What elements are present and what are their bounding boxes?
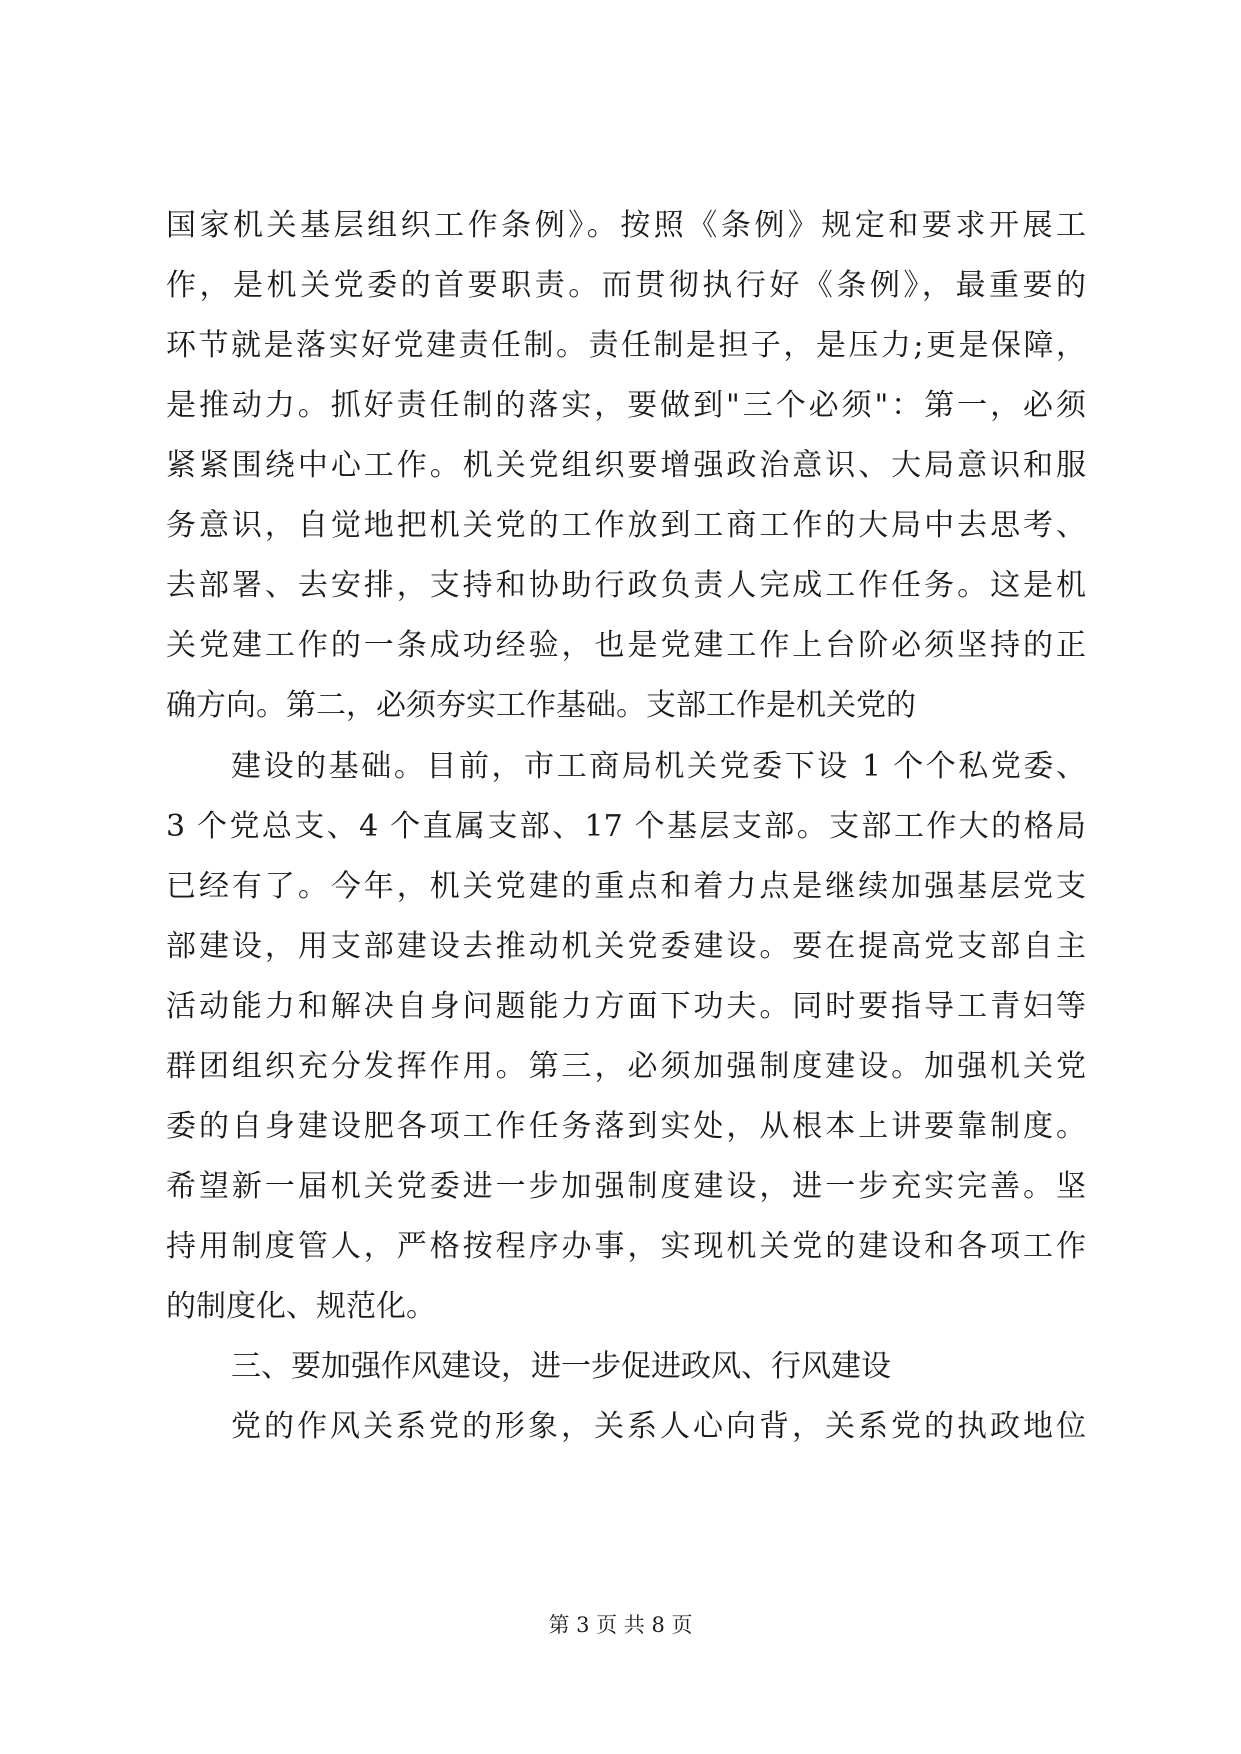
text-line: 关党建工作的一条成功经验，也是党建工作上台阶必须坚持的正 [166,628,1086,663]
text-line: 作，是机关党委的首要职责。而贯彻执行好《条例》，最重要的 [166,268,1086,303]
text-line: 去部署、去安排，支持和协助行政负责人完成工作任务。这是机 [166,568,1086,603]
text-line: 已经有了。今年，机关党建的重点和着力点是继续加强基层党支 [166,869,1086,904]
text-line: 环节就是落实好党建责任制。责任制是担子，是压力;更是保障， [166,328,1086,363]
text-line: 群团组织充分发挥作用。第三，必须加强制度建设。加强机关党 [166,1049,1086,1084]
text-line: 的制度化、规范化。 [166,1289,436,1324]
text-line: 3 个党总支、4 个直属支部、17 个基层支部。支部工作大的格局 [166,809,1086,844]
text-line: 紧紧围绕中心工作。机关党组织要增强政治意识、大局意识和服 [166,448,1086,483]
text-line: 国家机关基层组织工作条例》。按照《条例》规定和要求开展工 [166,208,1086,243]
text-line: 是推动力。抓好责任制的落实，要做到"三个必须"：第一，必须 [166,388,1086,423]
text-line: 确方向。第二，必须夯实工作基础。支部工作是机关党的 [166,688,916,723]
text-line: 希望新一届机关党委进一步加强制度建设，进一步充实完善。坚 [166,1169,1086,1204]
text-line: 建设的基础。目前，市工商局机关党委下设 1 个个私党委、 [231,749,1086,784]
page-number-footer: 第 3 页 共 8 页 [548,1613,693,1637]
text-line: 委的自身建设肥各项工作任务落到实处，从根本上讲要靠制度。 [166,1109,1086,1144]
section-heading: 三、要加强作风建设，进一步促进政风、行风建设 [231,1349,891,1384]
text-line: 部建设，用支部建设去推动机关党委建设。要在提高党支部自主 [166,929,1086,964]
text-line: 党的作风关系党的形象，关系人心向背，关系党的执政地位 [231,1409,1086,1444]
text-line: 务意识，自觉地把机关党的工作放到工商工作的大局中去思考、 [166,508,1086,543]
text-line: 活动能力和解决自身问题能力方面下功夫。同时要指导工青妇等 [166,989,1086,1024]
text-line: 持用制度管人，严格按程序办事，实现机关党的建设和各项工作 [166,1229,1086,1264]
